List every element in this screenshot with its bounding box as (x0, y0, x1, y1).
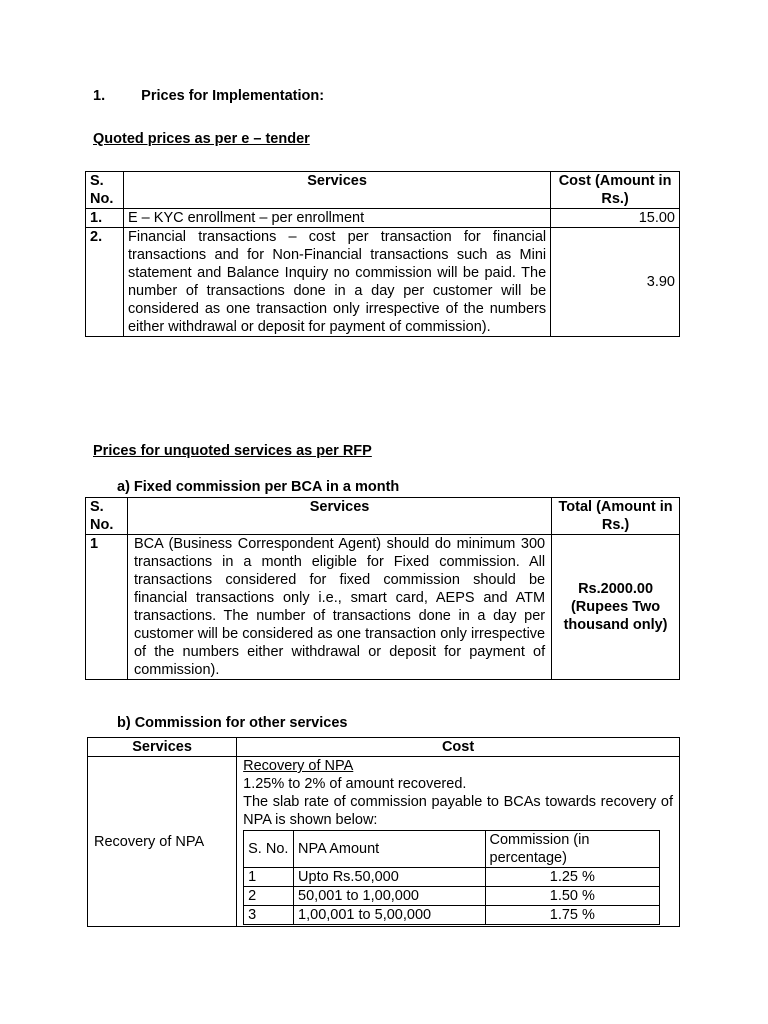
header-cost: Cost (237, 738, 680, 757)
row-service: Financial transactions – cost per transaction for financial transactions and for Non-Financial transactions such as Mini statement and Balance Inquiry no commission will be paid. The number of transactions done in a day per customer will be considered as one transaction only irrespective of the numbers either withdrawal or deposit for payment of commission). (123, 228, 550, 337)
section-1-number: 1. (93, 88, 106, 104)
header-services: Services (88, 738, 237, 757)
table-header-row (86, 498, 680, 535)
quoted-prices-table (85, 171, 680, 337)
table-row (244, 868, 660, 887)
row-service: BCA (Business Correspondent Agent) should do minimum 300 transactions in a month eligible for Fixed commission. All transactions considered for fixed commission should be financial transactions only i.e., smart card, AEPS and ATM transactions. The number of transactions done in a day per customer will be considered as one transaction only irrespective of the numbers either withdrawal or deposit for payment of commission). (127, 535, 551, 680)
total-words: (Rupees Two thousand only) (563, 599, 668, 633)
row-sno: 1 (86, 535, 128, 680)
other-services-heading: b) Commission for other services (117, 715, 348, 731)
cost-description: The slab rate of commission payable to BCAs towards recovery of NPA is shown below: (243, 794, 673, 828)
row-sno: 1. (86, 209, 124, 228)
header-sno: S. No. (86, 498, 128, 535)
slab-amount: 1,00,001 to 5,00,000 (294, 906, 485, 925)
slab-sno: 3 (244, 906, 294, 925)
header-services: Services (123, 172, 550, 209)
table-row (86, 535, 680, 680)
unquoted-prices-heading: Prices for unquoted services as per RFP (93, 443, 372, 459)
slab-sno: 1 (244, 868, 294, 887)
npa-slab-table (243, 830, 660, 925)
table-header-row (88, 738, 680, 757)
slab-header-sno: S. No. (244, 831, 294, 868)
fixed-commission-table (85, 497, 680, 680)
slab-amount: 50,001 to 1,00,000 (294, 887, 485, 906)
row-cost (237, 757, 680, 927)
row-sno: 2. (86, 228, 124, 337)
table-row (88, 757, 680, 927)
slab-commission: 1.25 % (485, 868, 660, 887)
row-service: E – KYC enrollment – per enrollment (123, 209, 550, 228)
slab-commission: 1.75 % (485, 906, 660, 925)
table-header-row (86, 172, 680, 209)
slab-header-amount: NPA Amount (294, 831, 485, 868)
row-service: Recovery of NPA (88, 757, 237, 927)
row-total (552, 535, 680, 680)
header-cost: Cost (Amount in Rs.) (551, 172, 680, 209)
table-row (244, 906, 660, 925)
quoted-prices-subtitle: Quoted prices as per e – tender (93, 131, 310, 147)
header-sno: S. No. (86, 172, 124, 209)
header-total: Total (Amount in Rs.) (552, 498, 680, 535)
row-cost: 3.90 (551, 228, 680, 337)
slab-commission: 1.50 % (485, 887, 660, 906)
table-header-row (244, 831, 660, 868)
slab-amount: Upto Rs.50,000 (294, 868, 485, 887)
header-services: Services (127, 498, 551, 535)
slab-header-commission: Commission (in percentage) (485, 831, 660, 868)
fixed-commission-heading: a) Fixed commission per BCA in a month (117, 479, 400, 495)
table-row (86, 209, 680, 228)
section-1-title: Prices for Implementation: (141, 88, 325, 104)
section-1-heading (93, 88, 324, 104)
cost-range: 1.25% to 2% of amount recovered. (243, 776, 467, 792)
total-amount: Rs.2000.00 (578, 581, 654, 597)
row-cost: 15.00 (551, 209, 680, 228)
cost-title: Recovery of NPA (243, 758, 354, 774)
other-services-table (87, 737, 680, 927)
slab-sno: 2 (244, 887, 294, 906)
table-row (244, 887, 660, 906)
table-row (86, 228, 680, 337)
